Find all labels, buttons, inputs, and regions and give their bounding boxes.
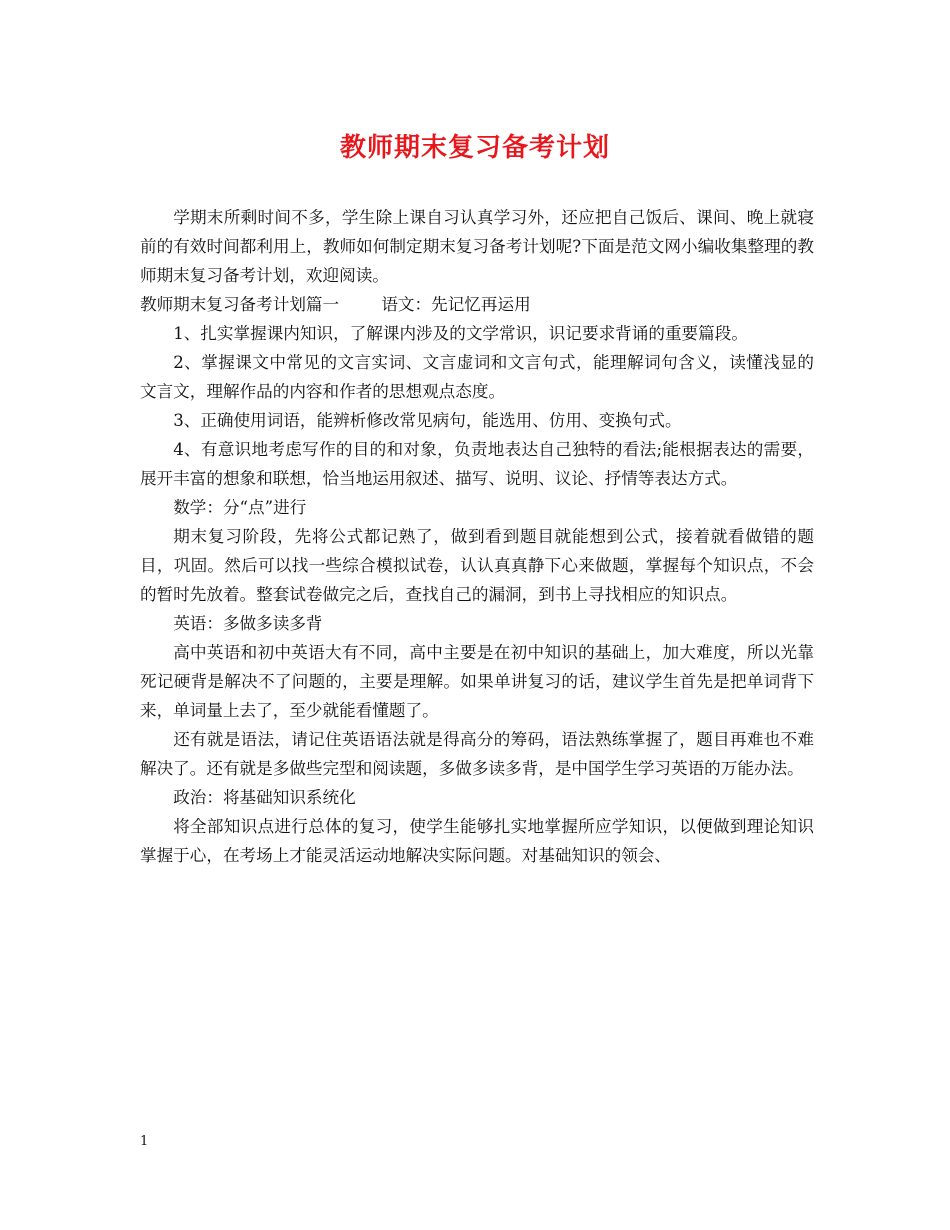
chinese-item-1: 1、扎实掌握课内知识，了解课内涉及的文学常识，识记要求背诵的重要篇段。 <box>173 324 748 343</box>
plan-heading-line <box>140 290 814 319</box>
politics-heading: 政治：将基础知识系统化 <box>173 788 356 807</box>
math-heading: 数学：分“点”进行 <box>173 498 307 517</box>
document-body <box>140 203 814 870</box>
chinese-heading: 语文：先记忆再运用 <box>381 295 531 314</box>
english-heading: 英语：多做多读多背 <box>173 614 323 633</box>
chinese-item-3: 3、正确使用词语，能辨析修改常见病句，能选用、仿用、变换句式。 <box>173 411 682 430</box>
intro-paragraph: 学期末所剩时间不多，学生除上课自习认真学习外，还应把自己饭后、课间、晚上就寝前的有效时间都利用上，教师如何制定期末复习备考计划呢?下面是范文网小编收集整理的教师期末复习备考计划，欢迎阅读。 <box>140 208 814 285</box>
chinese-item-4: 4、有意识地考虑写作的目的和对象，负责地表达自己独特的看法;能根据表达的需要，展开丰富的想象和联想，恰当地运用叙述、描写、说明、议论、抒情等表达方式。 <box>140 440 814 488</box>
plan-heading: 教师期末复习备考计划篇一 <box>140 295 340 314</box>
english-paragraph-2: 还有就是语法，请记住英语语法就是得高分的筹码，语法熟练掌握了，题目再难也不难解决了。还有就是多做些完型和阅读题，多做多读多背，是中国学生学习英语的万能办法。 <box>140 730 814 778</box>
page-number: 1 <box>140 1134 149 1149</box>
english-paragraph-1: 高中英语和初中英语大有不同，高中主要是在初中知识的基础上，加大难度，所以光靠死记硬背是解决不了问题的，主要是理解。如果单讲复习的话，建议学生首先是把单词背下来，单词量上去了，至少就能看懂题了。 <box>140 643 814 720</box>
math-paragraph: 期末复习阶段，先将公式都记熟了，做到看到题目就能想到公式，接着就看做错的题目，巩固。然后可以找一些综合模拟试卷，认认真真静下心来做题，掌握每个知识点，不会的暂时先放着。整套试卷做完之后，查找自己的漏洞，到书上寻找相应的知识点。 <box>140 527 814 604</box>
chinese-item-2: 2、掌握课文中常见的文言实词、文言虚词和文言句式，能理解词句含义，读懂浅显的文言文，理解作品的内容和作者的思想观点态度。 <box>140 353 814 401</box>
document-title: 教师期末复习备考计划 <box>339 133 610 163</box>
politics-paragraph: 将全部知识点进行总体的复习，使学生能够扎实地掌握所应学知识，以便做到理论知识掌握于心，在考场上才能灵活运动地解决实际问题。对基础知识的领会、 <box>140 817 814 865</box>
